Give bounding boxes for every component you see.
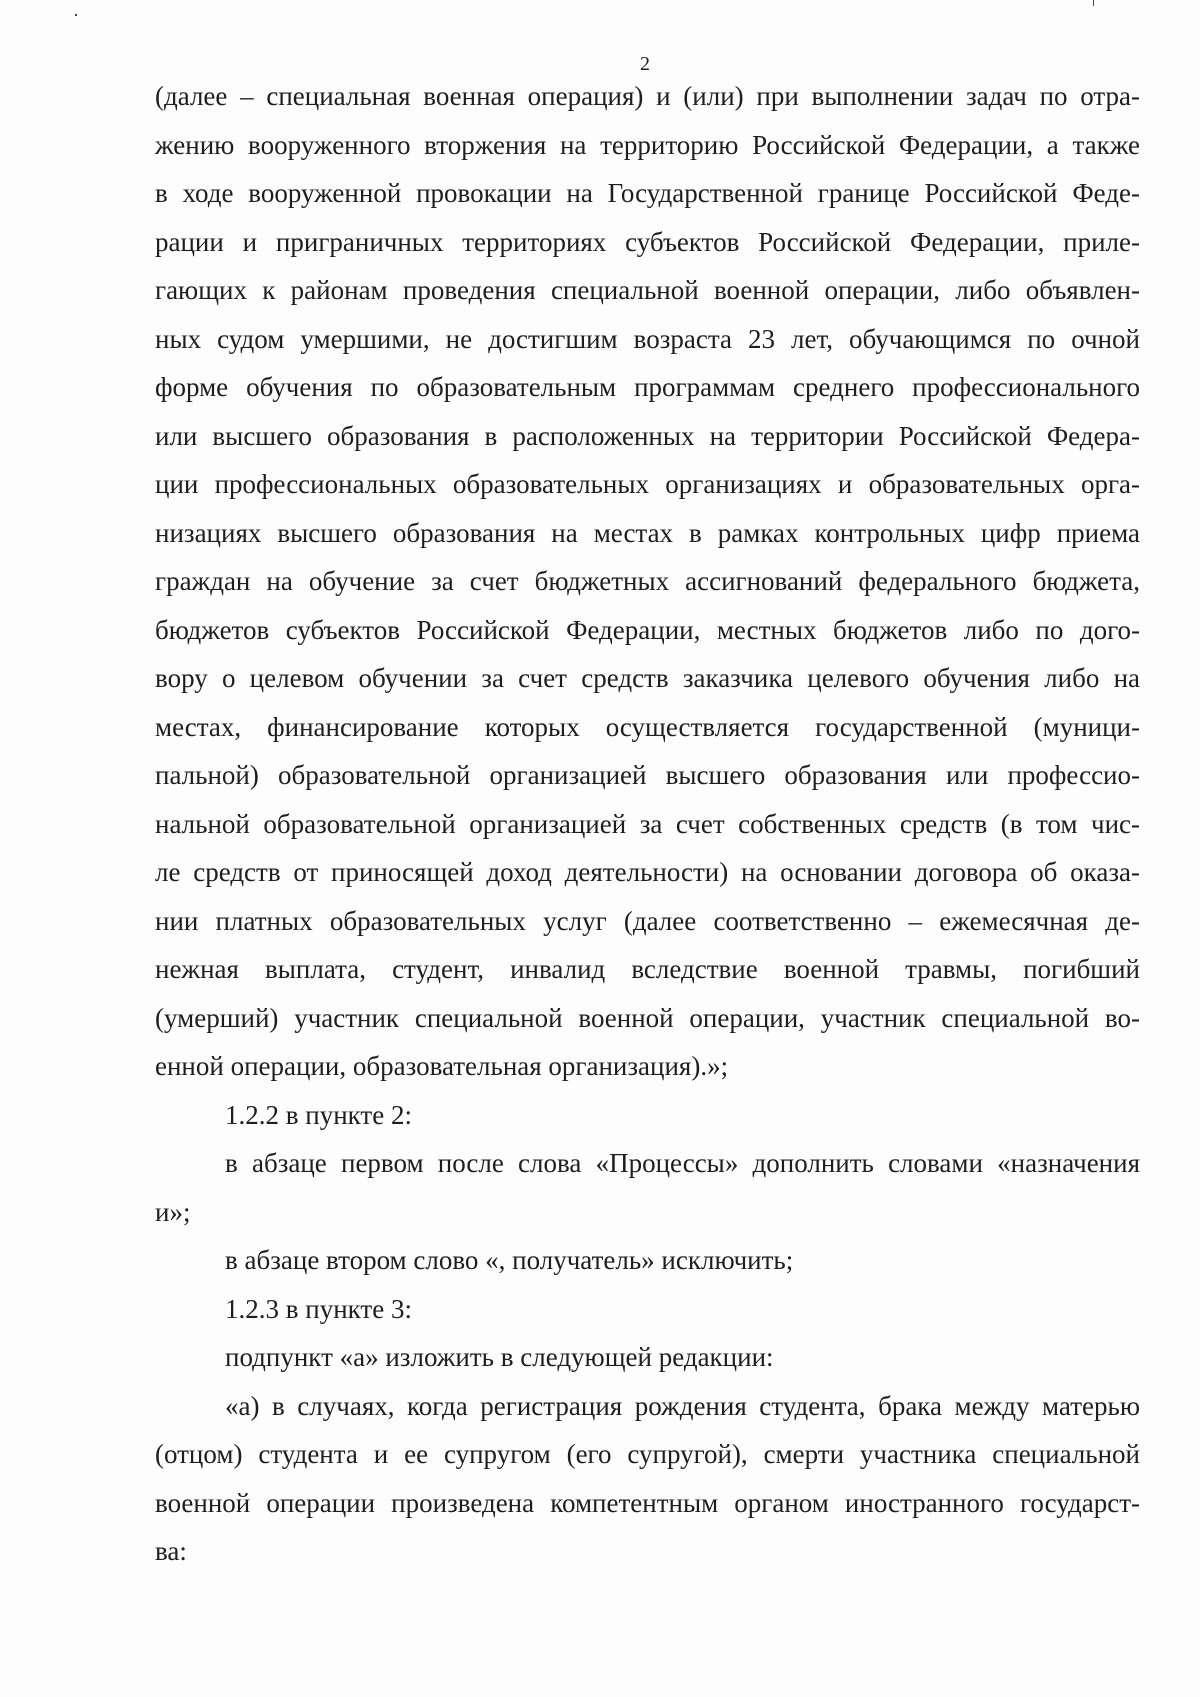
text-line: подпункт «а» изложить в следующей редакции: [225,1342,774,1372]
paragraph-second-abzac [155,1236,1140,1285]
text-line: пальной) образовательной организацией высшего образования или профессио- [155,760,1140,790]
text-line: ва: [155,1536,187,1566]
text-line: низациях высшего образования на местах в рамках контрольных цифр приема [155,517,1140,548]
text-line: бюджетов субъектов Российской Федерации, местных бюджетов либо по дого- [155,614,1140,645]
item-heading: 1.2.2 в пункте 2: [225,1099,412,1130]
text-line: (отцом) студента и ее супругом (его супругой), смерти участника специальной [155,1439,1140,1469]
text-line: (умерший) участник специальной военной операции, участник специальной во- [155,1002,1140,1033]
text-line: ных судом умершими, не достигшим возраста 23 лет, обучающимся по очной [155,323,1140,354]
text-line: нальной образовательной организацией за счет собственных средств (в том чис- [155,808,1140,839]
text-line: жению вооруженного вторжения на территорию Российской Федерации, а также [155,129,1140,160]
text-line: вору о целевом обучении за счет средств заказчика целевого обучения либо на [155,663,1140,693]
text-line: ле средств от приносящей доход деятельности) на основании договора об оказа- [155,857,1140,887]
text-line: военной операции произведена компетентным органом иностранного государст- [155,1487,1140,1518]
text-line: рации и приграничных территориях субъектов Российской Федерации, приле- [155,226,1140,257]
item-heading: 1.2.3 в пункте 3: [225,1293,412,1324]
scan-speck [75,14,77,16]
text-line: и»; [155,1196,191,1227]
text-line: нежная выплата, студент, инвалид вследствие военной травмы, погибший [155,954,1140,984]
text-line: форме обучения по образовательным программам среднего профессионального [155,372,1140,402]
item-1-2-3 [155,1285,1140,1334]
text-line: в абзаце первом после слова «Процессы» дополнить словами «назначения [225,1148,1140,1178]
text-line: ции профессиональных образовательных организациях и образовательных орга- [155,469,1140,499]
document-body [155,72,1140,1576]
page-number: 2 [640,53,650,75]
paragraph-continuation [155,72,1140,1091]
text-line: или высшего образования в расположенных на территории Российской Федера- [155,420,1140,451]
text-line: енной операции, образовательная организация).»; [155,1051,729,1081]
scan-speck [1093,0,1094,6]
text-line: местах, финансирование которых осуществляется государственной (муници- [155,711,1140,742]
text-line: граждан на обучение за счет бюджетных ассигнований федерального бюджета, [155,566,1140,596]
paragraph-first-abzac [155,1139,1140,1236]
text-line: «а) в случаях, когда регистрация рождения студента, брака между матерью [225,1390,1140,1421]
text-line: нии платных образовательных услуг (далее соответственно – ежемесячная де- [155,905,1140,936]
text-line: в абзаце втором слово «, получатель» исключить; [225,1245,794,1275]
paragraph-subpoint-a-text [155,1382,1140,1576]
text-line: гающих к районам проведения специальной военной операции, либо объявлен- [155,275,1140,305]
paragraph-subpoint-a [155,1333,1140,1382]
text-line: (далее – специальная военная операция) и (или) при выполнении задач по отра- [155,81,1140,111]
item-1-2-2 [155,1091,1140,1140]
text-line: в ходе вооруженной провокации на Государственной границе Российской Феде- [155,178,1140,208]
